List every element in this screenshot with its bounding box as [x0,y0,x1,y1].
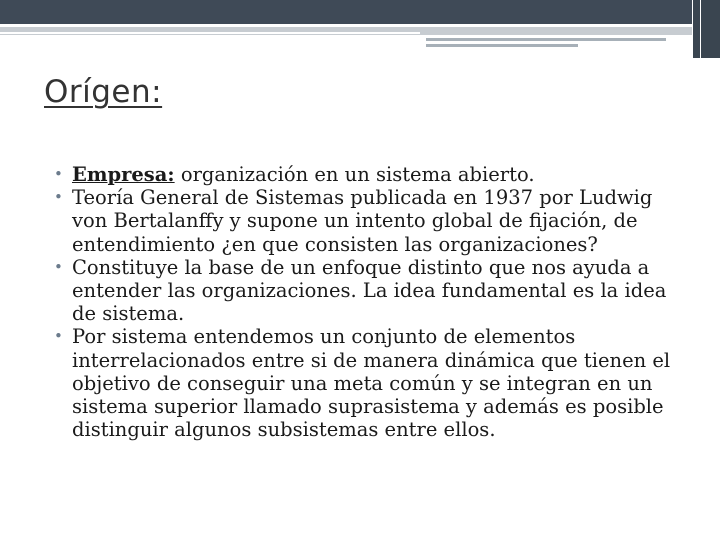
bullet-text: organización en un sistema abierto. [174,163,535,186]
bullet-icon: • [54,327,63,346]
header-corner-block [692,0,720,58]
header-divider-line [700,0,701,58]
header-accent-line [426,38,666,41]
bullet-text: Por sistema entendemos un conjunto de elementos interrelacionados entre si de manera dinámica que tienen el objetivo de conseguir una meta común y se integran en un sistema superior llamado suprasistema y además es posible distinguir algunos subsistemas entre ellos. [72,325,671,442]
page-title: Orígen: [44,74,163,110]
list-item [54,163,684,186]
bullet-term: Empresa: [72,163,175,186]
header-accent-line [426,44,578,47]
bullet-icon: • [54,188,63,207]
bullet-list [54,163,684,441]
bullet-text: Teoría General de Sistemas publicada en 1937 por Ludwig von Bertalanffy y supone un intento global de fijación, de entendimiento ¿en que consisten las organizaciones? [72,186,653,256]
header-stripe [0,32,420,34]
bullet-text: Constituye la base de un enfoque distinto que nos ayuda a entender las organizaciones. La idea fundamental es la idea de sistema. [72,255,667,326]
header-bar [0,0,720,24]
list-item [54,256,684,326]
list-item [54,186,684,256]
header-divider-line [692,0,693,58]
list-item [54,325,684,441]
bullet-icon: • [54,257,63,276]
bullet-icon: • [54,165,63,183]
